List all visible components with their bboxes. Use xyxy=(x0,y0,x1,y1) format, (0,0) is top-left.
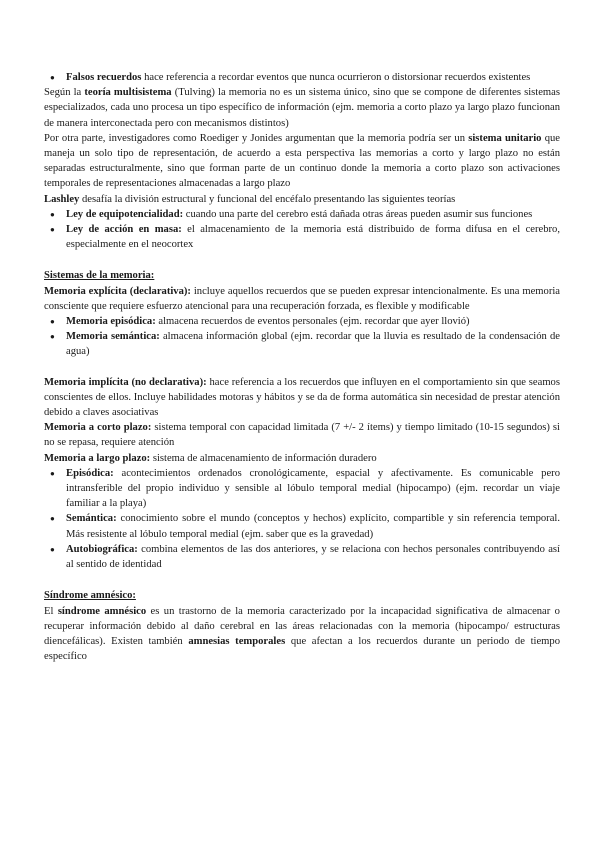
corto-plazo-paragraph xyxy=(44,420,560,450)
section-heading-sistemas: Sistemas de la memoria: xyxy=(44,270,155,282)
largo-plazo-bullet-list xyxy=(44,466,560,572)
paragraph-text: desafía la división estructural y funcional del encéfalo presentando las siguientes teorías xyxy=(79,193,456,205)
list-item xyxy=(44,542,560,572)
paragraph-text: (Tulving) la memoria no es un sistema único, sino que se compone de diferentes sistemas especializados, cada uno procesa un tipo específico de información (ejm. memoria a corto plazo ya largo plazo funcionan de manera interconectada pero con mecanismos distintos) xyxy=(44,87,560,129)
bullet-text: conocimiento sobre el mundo (conceptos y hechos) explícito, compartible y sin referencia temporal. Más resistente al lóbulo temporal medial (ejm. saber que es la gravedad) xyxy=(66,513,560,540)
list-item xyxy=(44,207,560,222)
bullet-term: Semántica: xyxy=(66,513,117,525)
paragraph-text: El xyxy=(44,605,58,617)
list-item xyxy=(44,70,560,85)
bullet-text: el almacenamiento de la memoria está distribuido de forma difusa en el cerebro, especialmente en el neocortex xyxy=(66,224,560,251)
key-term: Memoria a corto plazo: xyxy=(44,422,152,434)
document-page xyxy=(44,70,560,664)
multisistema-paragraph xyxy=(44,85,560,131)
key-term: Memoria explícita (declarativa): xyxy=(44,285,191,297)
paragraph-text: Por otra parte, investigadores como Roediger y Jonides argumentan que la memoria podría ser un xyxy=(44,132,469,144)
key-term: teoría multisistema xyxy=(84,87,172,99)
section-heading-amnesico: Síndrome amnésico: xyxy=(44,590,136,602)
bullet-term: Memoria episódica: xyxy=(66,316,156,328)
paragraph-text: hace referencia a los recuerdos que influyen en el comportamiento sin que seamos conscientes de ellos. Incluye habilidades motoras y hábitos y se da de forma automática sin necesidad de prestar atención debido a claves asociativas xyxy=(44,376,560,419)
list-item xyxy=(44,314,560,329)
paragraph-text: es un trastorno de la memoria caracterizado por la incapacidad significativa de almacenar o recuperar información debido al daño cerebral en las áreas relacionadas con la memoria (hipocampo/ estructuras diencefálicas). Existen también xyxy=(44,605,560,647)
paragraph-text: sistema de almacenamiento de información duradero xyxy=(150,452,377,464)
paragraph-text: incluye aquellos recuerdos que se pueden expresar intencionalmente. Es una memoria consciente que requiere esfuerzo atencional para una recuperación forzada, es flexible y modificable xyxy=(44,285,560,312)
list-item xyxy=(44,511,560,541)
bullet-text: cuando una parte del cerebro está dañada otras áreas pueden asumir sus funciones xyxy=(183,208,533,220)
explicita-bullet-list xyxy=(44,314,560,360)
paragraph-text: que afectan a los recuerdos durante un periodo de tiempo específico xyxy=(44,635,560,663)
paragraph-text: Según la xyxy=(44,87,85,99)
key-term: amnesias temporales xyxy=(188,635,286,647)
bullet-term: Ley de acción en masa: xyxy=(66,224,182,236)
intro-bullet-list xyxy=(44,70,560,85)
bullet-text: acontecimientos ordenados cronológicamente, espacial y afectivamente. Es comunicable pero intransferible del propio individuo y sensible al lóbulo temporal medial (hipocampo) (ejm. recordar un viaje familiar a la playa) xyxy=(66,467,560,510)
paragraph-text: que maneja un solo tipo de representación, de acuerdo a esta perspectiva las memorias a corto y largo plazo no están separadas estructuralmente, sino que forman parte de un continuo donde la memoria a corto plazo son activaciones temporales de representaciones almacenadas a largo plazo xyxy=(44,132,560,190)
list-item xyxy=(44,222,560,252)
bullet-text: combina elementos de las dos anteriores, y se relaciona con hechos personales contribuyendo así al sentido de identidad xyxy=(66,543,560,571)
bullet-term: Autobiográfica: xyxy=(66,543,138,555)
key-term: síndrome amnésico xyxy=(57,605,147,617)
implicita-paragraph xyxy=(44,375,560,421)
bullet-term: Memoria semántica: xyxy=(66,331,160,343)
key-term: sistema unitario xyxy=(468,132,542,144)
bullet-text: almacena información global (ejm. recordar que la lluvia es resultado de la condensación de agua) xyxy=(66,331,560,358)
explicita-paragraph xyxy=(44,284,560,314)
lashley-paragraph xyxy=(44,192,560,207)
paragraph-text: sistema temporal con capacidad limitada (7 +/- 2 ítems) y tiempo limitado (10-15 segundos) si no se repasa, requiere atención xyxy=(44,422,560,449)
bullet-term: Ley de equipotencialidad: xyxy=(66,208,184,220)
unitario-paragraph xyxy=(44,131,560,192)
key-term: Lashley xyxy=(44,193,80,205)
bullet-text: almacena recuerdos de eventos personales (ejm. recordar que ayer llovió) xyxy=(155,316,470,328)
bullet-text: hace referencia a recordar eventos que nunca ocurrieron o distorsionar recuerdos existentes xyxy=(141,72,531,83)
list-item xyxy=(44,466,560,512)
key-term: Memoria a largo plazo: xyxy=(44,452,151,464)
bullet-term: Episódica: xyxy=(66,467,114,479)
largo-plazo-paragraph xyxy=(44,451,560,466)
lashley-bullet-list xyxy=(44,207,560,253)
amnesico-paragraph xyxy=(44,604,560,665)
list-item xyxy=(44,329,560,359)
key-term: Memoria implícita (no declarativa): xyxy=(44,376,207,388)
bullet-term: Falsos recuerdos xyxy=(66,72,142,83)
